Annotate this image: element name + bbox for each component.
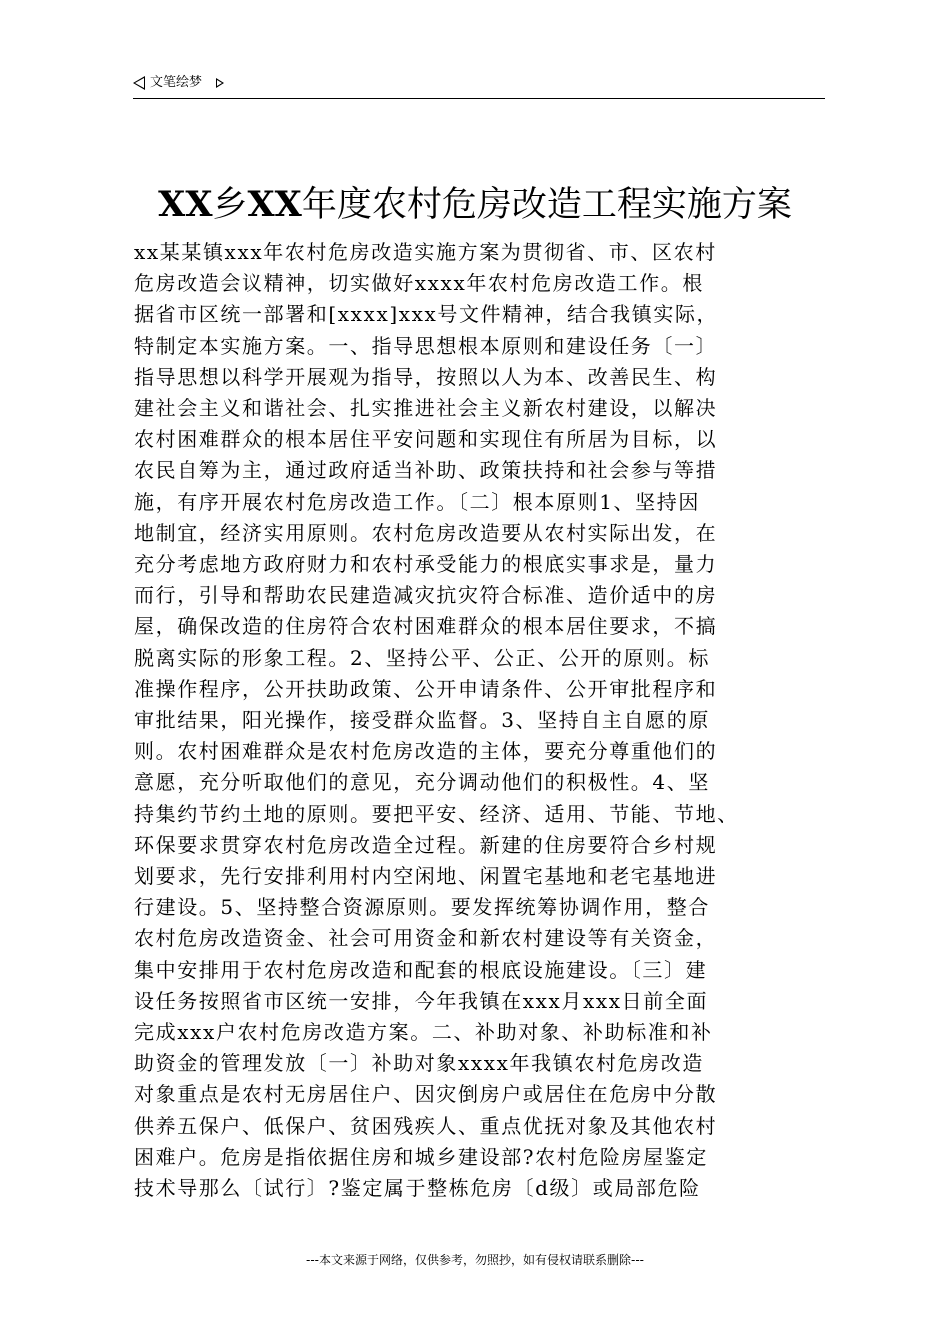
body-line: 环保要求贯穿农村危房改造全过程。新建的住房要符合乡村规 <box>134 832 718 857</box>
body-line: 困难户。危房是指依据住房和城乡建设部?农村危险房屋鉴定 <box>134 1144 708 1169</box>
page-header <box>133 72 825 99</box>
body-line: 持集约节约土地的原则。要把平安、经济、适用、节能、节地、 <box>134 801 739 826</box>
body-line: 完成xxx户农村危房改造方案。二、补助对象、补助标准和补 <box>134 1020 713 1045</box>
body-line: 意愿，充分听取他们的意见，充分调动他们的积极性。4、坚 <box>134 770 710 795</box>
body-line: 农民自筹为主，通过政府适当补助、政策扶持和社会参与等措 <box>134 458 718 483</box>
body-line: 农村困难群众的根本居住平安问题和实现住有所居为目标，以 <box>134 427 718 452</box>
body-line: 地制宜，经济实用原则。农村危房改造要从农村实际出发，在 <box>134 520 718 545</box>
body-line: 危房改造会议精神，切实做好xxxx年农村危房改造工作。根 <box>134 271 704 296</box>
body-line: 则。农村困难群众是农村危房改造的主体，要充分尊重他们的 <box>134 739 718 764</box>
body-line: 审批结果，阳光操作，接受群众监督。3、坚持自主自愿的原 <box>134 708 710 733</box>
body-line: xx某某镇xxx年农村危房改造实施方案为贯彻省、市、区农村 <box>134 240 717 264</box>
body-line: 准操作程序，公开扶助政策、公开申请条件、公开审批程序和 <box>134 676 718 701</box>
body-line: 设任务按照省市区统一安排，今年我镇在xxx月xxx日前全面 <box>134 988 709 1013</box>
body-line: 划要求，先行安排利用村内空闲地、闲置宅基地和老宅基地进 <box>134 864 718 889</box>
page-footer: ---本文来源于网络，仅供参考，勿照抄，如有侵权请联系删除--- <box>306 1253 644 1267</box>
body-line: 技术导那么〔试行〕?鉴定属于整栋危房〔d级〕或局部危险 <box>134 1176 701 1201</box>
body-line: 助资金的管理发放〔一〕补助对象xxxx年我镇农村危房改造 <box>134 1051 704 1076</box>
body-line: 建社会主义和谐社会、扎实推进社会主义新农村建设，以解决 <box>134 396 718 421</box>
triangle-left-icon <box>133 76 145 90</box>
body-line: 行建设。5、坚持整合资源原则。要发挥统筹协调作用，整合 <box>134 895 710 920</box>
header-brand-group <box>133 76 224 90</box>
body-line: 脱离实际的形象工程。2、坚持公平、公正、公开的原则。标 <box>134 645 710 670</box>
body-line: 屋，确保改造的住房符合农村困难群众的根本居住要求，不搞 <box>134 614 718 639</box>
body-line: 对象重点是农村无房居住户、因灾倒房户或居住在危房中分散 <box>134 1082 718 1107</box>
body-line: 而行，引导和帮助农民建造减灾抗灾符合标准、造价适中的房 <box>134 583 718 608</box>
body-line: 指导思想以科学开展观为指导，按照以人为本、改善民生、构 <box>134 364 718 389</box>
header-brand: 文笔绘梦 <box>150 75 203 90</box>
document-body <box>134 237 834 1204</box>
document-title: XX乡XX年度农村危房改造工程实施方案 <box>158 184 792 225</box>
body-line: 充分考虑地方政府财力和农村承受能力的根底实事求是，量力 <box>134 552 718 577</box>
body-line: 特制定本实施方案。一、指导思想根本原则和建设任务〔一〕 <box>134 333 718 358</box>
body-line: 据省市区统一部署和[xxxx]xxx号文件精神，结合我镇实际， <box>134 302 719 327</box>
body-line: 施，有序开展农村危房改造工作。〔二〕根本原则1、坚持因 <box>134 489 700 514</box>
triangle-right-icon <box>216 78 224 88</box>
body-line: 农村危房改造资金、社会可用资金和新农村建设等有关资金， <box>134 926 718 951</box>
body-line: 供养五保户、低保户、贫困残疾人、重点优抚对象及其他农村 <box>134 1113 718 1138</box>
body-line: 集中安排用于农村危房改造和配套的根底设施建设。〔三〕建 <box>134 957 708 982</box>
